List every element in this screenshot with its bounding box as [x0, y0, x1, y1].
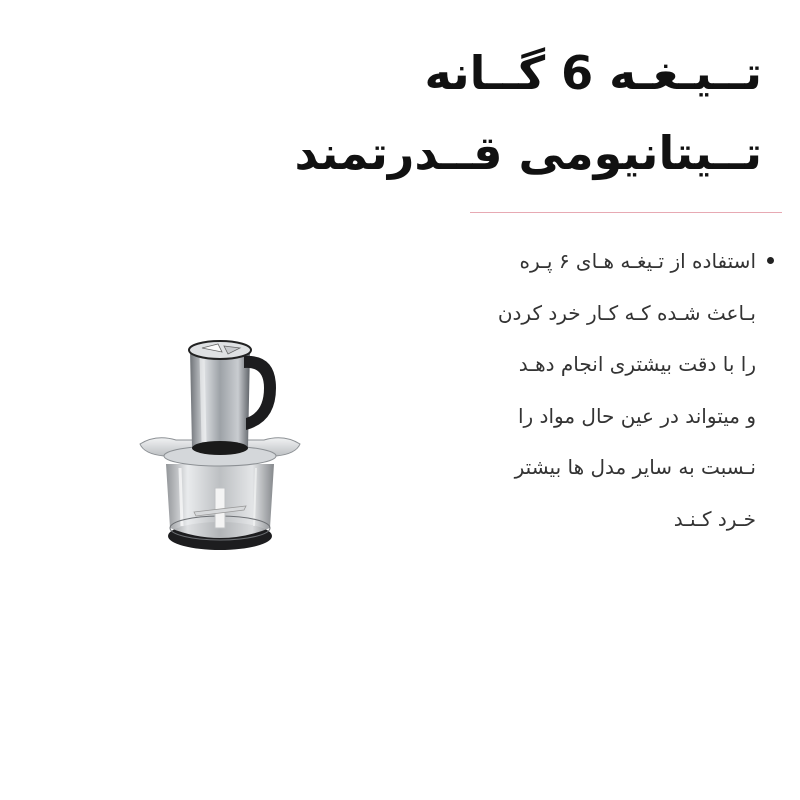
- description-line-4: و میتواند در عین حال مواد را: [517, 403, 756, 428]
- description-line-2: بـاعث شـده کـه کـار خرد کردن: [497, 300, 756, 325]
- motor-housing: [190, 350, 250, 453]
- bullet-icon: [767, 257, 774, 264]
- divider-line: [470, 212, 782, 213]
- headline-line-2: تــیتانیومی قــدرتمند: [294, 126, 762, 180]
- description-line-6: خـرد کـنـد: [673, 506, 756, 531]
- headline-line-1: تــیـغـه 6 گــانه: [424, 46, 762, 100]
- feature-description: [474, 240, 774, 549]
- description-line-3: را با دقت بیشتری انجام دهـد: [518, 352, 756, 376]
- description-line-5: نـسبت به سایر مدل ها بیشتر: [514, 455, 756, 479]
- blade-shaft: [215, 488, 225, 528]
- food-chopper-image: [136, 336, 304, 558]
- description-line-1: استفاده از تـیغـه هـای ۶ پـره: [519, 249, 756, 273]
